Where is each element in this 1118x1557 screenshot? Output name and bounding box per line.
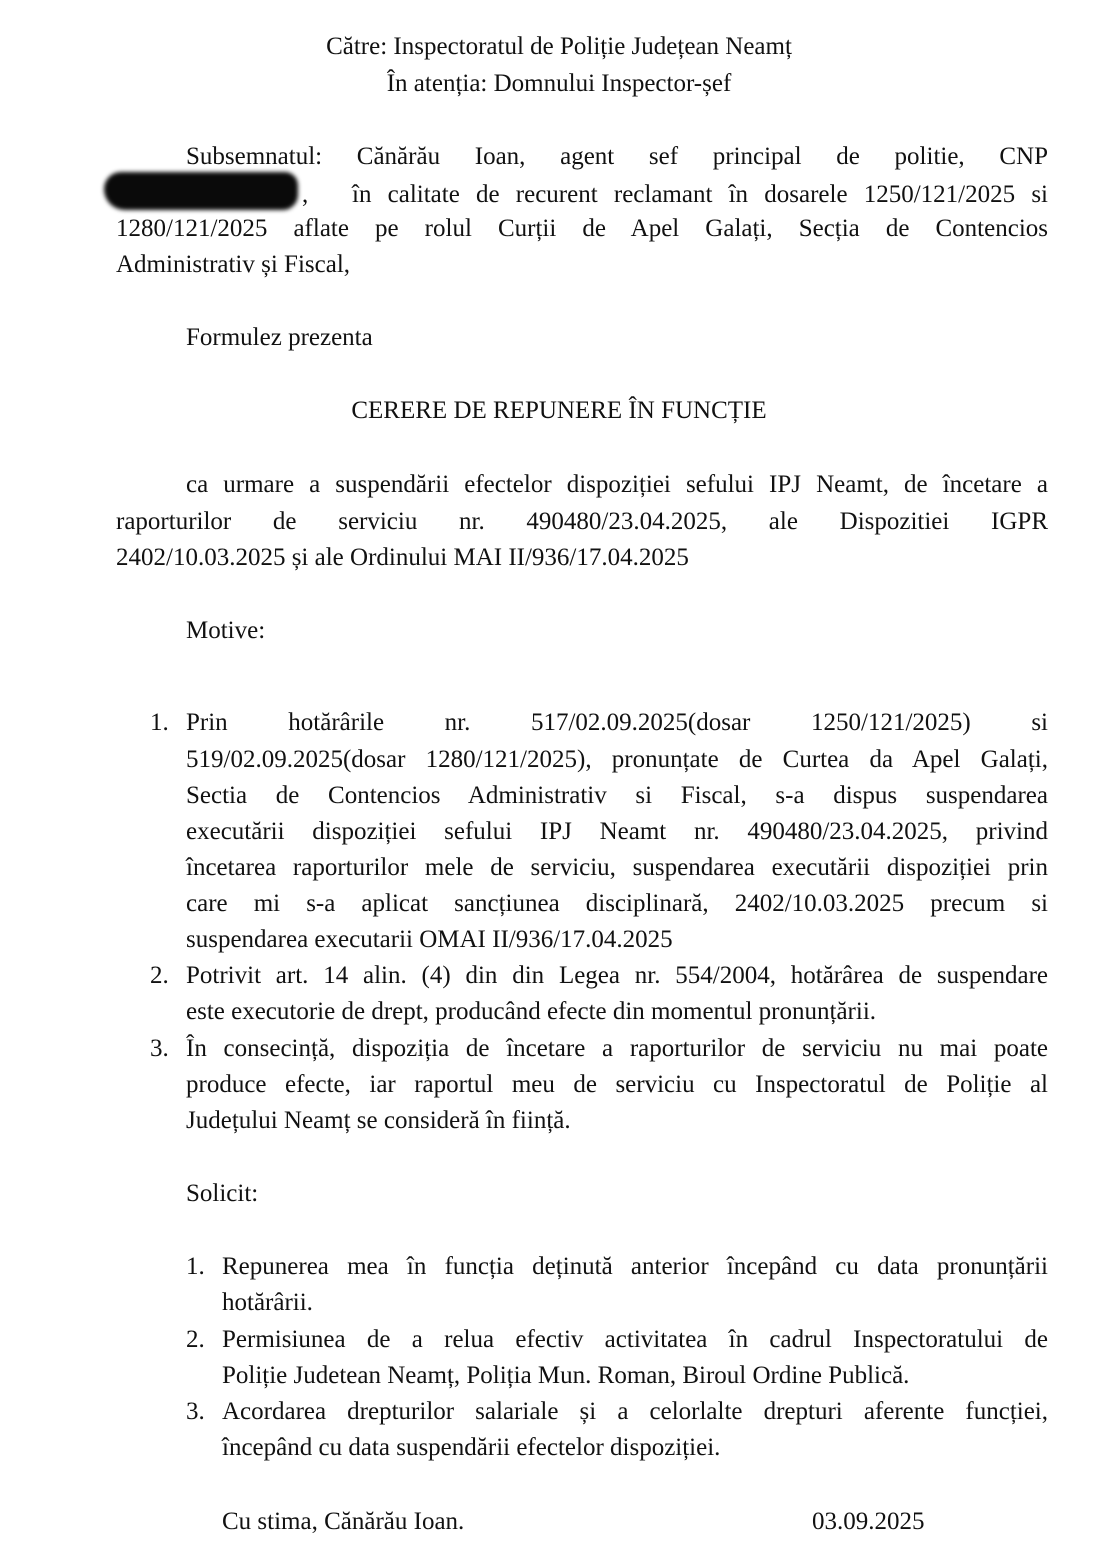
solicit-item-3-line-2: începând cu data suspendării efectelor dispoziției. (222, 1434, 721, 1461)
motive-item-2-line-2: este executorie de drept, producând efecte din momentul pronunțării. (186, 998, 877, 1025)
motive-item-1-line-5: încetarea raporturilor mele de serviciu, suspendarea executării dispoziției prin (186, 854, 1048, 881)
motive-item-3-number: 3. (150, 1035, 169, 1062)
motive-item-2-line-1: Potrivit art. 14 alin. (4) din din Legea nr. 554/2004, hotărârea de suspendare (186, 962, 1048, 989)
motive-item-1-line-6: care mi s-a aplicat sancțiunea disciplinară, 2402/10.03.2025 precum si (186, 890, 1048, 917)
intro-line-2: în calitate de recurent reclamant în dosarele 1250/121/2025 si (352, 181, 1048, 208)
formulez-text: Formulez prezenta (186, 324, 373, 351)
motive-item-3-line-3: Județului Neamț se consideră în ființă. (186, 1107, 571, 1134)
signature-closing: Cu stima, Cănărău Ioan. (222, 1508, 465, 1535)
motive-item-1-line-1: Prin hotărârile nr. 517/02.09.2025(dosar 1250/121/2025) si (186, 709, 1048, 736)
solicit-item-1-number: 1. (186, 1253, 205, 1280)
intro-line-4: Administrativ și Fiscal, (116, 251, 351, 278)
solicit-item-3-line-1: Acordarea drepturilor salariale și a celorlalte drepturi aferente funcției, (222, 1398, 1048, 1425)
intro-line-1: Subsemnatul: Cănărău Ioan, agent sef principal de politie, CNP (186, 143, 1048, 170)
solicit-item-1-line-2: hotărârii. (222, 1289, 313, 1316)
solicit-heading: Solicit: (186, 1180, 259, 1207)
solicit-item-2-number: 2. (186, 1326, 205, 1353)
motive-item-3-line-1: În consecință, dispoziția de încetare a raporturilor de serviciu nu mai poate (186, 1035, 1048, 1062)
subject-line-3: 2402/10.03.2025 și ale Ordinului MAI II/936/17.04.2025 (116, 544, 689, 571)
document-title: CERERE DE REPUNERE ÎN FUNCȚIE (351, 397, 767, 424)
motive-item-1-line-3: Sectia de Contencios Administrativ si Fiscal, s-a dispus suspendarea (186, 782, 1048, 809)
redacted-cnp (104, 172, 298, 210)
motive-item-1-line-4: executării dispoziției sefului IPJ Neamt nr. 490480/23.04.2025, privind (186, 818, 1048, 845)
motive-heading: Motive: (186, 617, 266, 644)
solicit-item-2-line-2: Poliție Judetean Neamț, Poliția Mun. Roman, Biroul Ordine Publică. (222, 1362, 910, 1389)
motive-item-1-line-7: suspendarea executarii OMAI II/936/17.04.2025 (186, 926, 673, 953)
subject-line-2: raporturilor de serviciu nr. 490480/23.04.2025, ale Dispozitiei IGPR (116, 508, 1048, 535)
motive-item-3-line-2: produce efecte, iar raportul meu de serviciu cu Inspectoratul de Poliție al (186, 1071, 1048, 1098)
motive-item-2-number: 2. (150, 962, 169, 989)
signature-date: 03.09.2025 (812, 1508, 925, 1535)
solicit-item-1-line-1: Repunerea mea în funcția deținută anterior începând cu data pronunțării (222, 1253, 1048, 1280)
subject-line-1: ca urmare a suspendării efectelor dispoziției sefului IPJ Neamt, de încetare a (186, 471, 1048, 498)
intro-line-3: 1280/121/2025 aflate pe rolul Curții de Apel Galați, Secția de Contencios (116, 215, 1048, 242)
attention-line: În atenția: Domnului Inspector-șef (386, 70, 732, 97)
solicit-item-3-number: 3. (186, 1398, 205, 1425)
addressee-line: Către: Inspectoratul de Poliție Județean Neamț (326, 33, 792, 60)
intro-comma: , (302, 181, 309, 208)
solicit-item-2-line-1: Permisiunea de a relua efectiv activitatea în cadrul Inspectoratului de (222, 1326, 1048, 1353)
motive-item-1-line-2: 519/02.09.2025(dosar 1280/121/2025), pronunțate de Curtea da Apel Galați, (186, 746, 1048, 773)
motive-item-1-number: 1. (150, 709, 169, 736)
